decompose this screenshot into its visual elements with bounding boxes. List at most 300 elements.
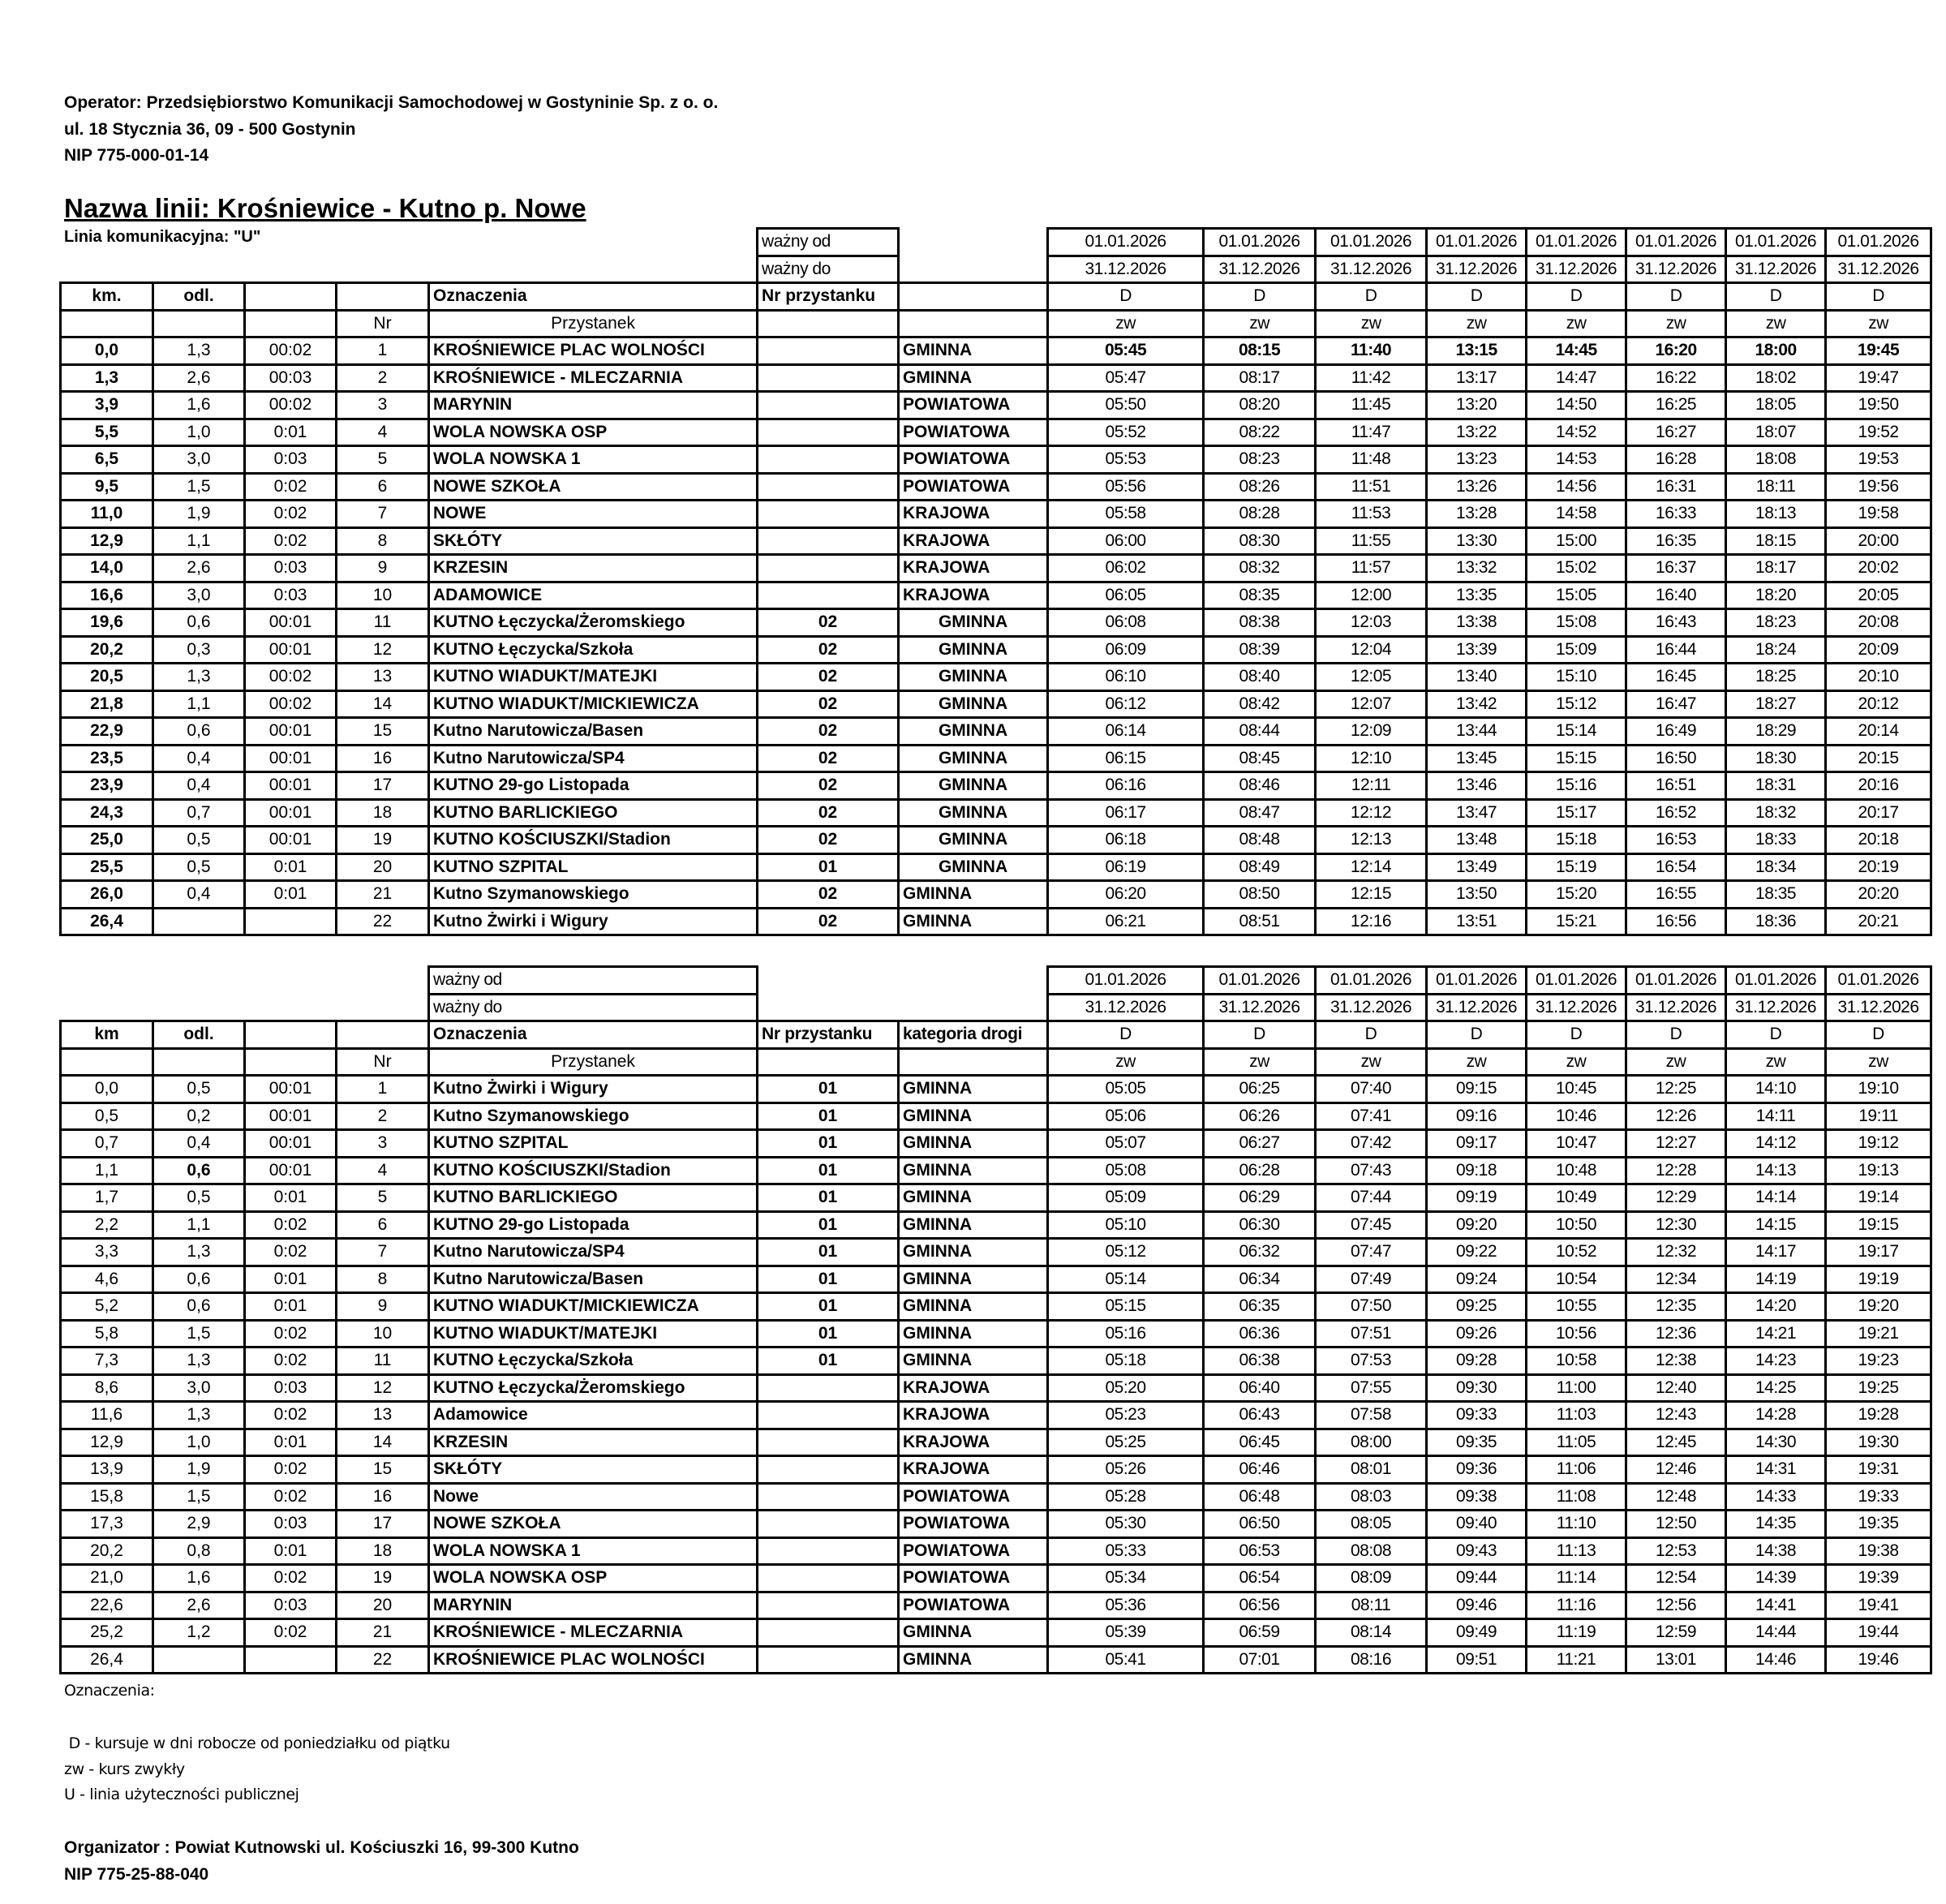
departure-time: 14:21	[1726, 1320, 1826, 1347]
stop-row	[61, 1537, 1931, 1565]
km-cell: 23,9	[61, 772, 153, 800]
departure-time: 19:53	[1826, 446, 1931, 474]
departure-time: 12:03	[1316, 609, 1427, 637]
departure-time: 18:34	[1726, 853, 1826, 881]
departure-time: 18:02	[1726, 364, 1826, 392]
departure-time: 20:02	[1826, 555, 1931, 582]
distance-cell: 0,6	[153, 718, 245, 746]
departure-time: 12:13	[1316, 827, 1427, 854]
departure-time: 18:29	[1726, 718, 1826, 746]
distance-cell: 0,3	[153, 636, 245, 664]
stop-name-cell: KUTNO SZPITAL	[429, 853, 758, 881]
km-cell: 26,0	[61, 881, 153, 909]
departure-time: 19:52	[1826, 419, 1931, 446]
stop-name-cell: KUTNO BARLICKIEGO	[429, 1184, 758, 1212]
travel-time-cell: 00:01	[245, 745, 337, 772]
organizer-name: Organizator : Powiat Kutnowski ul. Kościuszki 16, 99-300 Kutno	[64, 1838, 579, 1857]
travel-time-cell: 00:01	[245, 1102, 337, 1130]
departure-time: 16:51	[1626, 772, 1726, 800]
km-cell: 15,8	[61, 1483, 153, 1511]
road-category-cell: POWIATOWA	[899, 419, 1048, 446]
departure-time: 20:15	[1826, 745, 1931, 772]
km-cell: 12,9	[61, 1429, 153, 1456]
road-category-cell: KRAJOWA	[899, 527, 1048, 555]
departure-time: 14:14	[1726, 1184, 1826, 1212]
stop-nr-cell: 22	[337, 908, 429, 935]
valid-from-date: 01.01.2026	[1316, 967, 1427, 995]
departure-time: 14:31	[1726, 1456, 1826, 1484]
departure-time: 13:45	[1427, 745, 1527, 772]
stop-nr-cell: 3	[337, 392, 429, 419]
km-cell: 7,3	[61, 1347, 153, 1375]
road-category-cell: GMINNA	[899, 827, 1048, 854]
departure-time: 05:47	[1048, 364, 1204, 392]
departure-time: 13:22	[1427, 419, 1527, 446]
stop-nr-cell: 6	[337, 473, 429, 501]
stop-number-cell: 01	[758, 1184, 899, 1212]
departure-time: 11:55	[1316, 527, 1427, 555]
km-cell: 0,0	[61, 1076, 153, 1103]
valid-to-date: 31.12.2026	[1204, 994, 1316, 1021]
travel-time-cell: 0:02	[245, 1211, 337, 1239]
departure-time: 10:52	[1527, 1239, 1626, 1266]
departure-time: 11:40	[1316, 337, 1427, 365]
stop-row	[61, 1429, 1931, 1456]
km-cell: 11,0	[61, 501, 153, 528]
departure-time: 08:20	[1204, 392, 1316, 419]
departure-time: 08:05	[1316, 1511, 1427, 1538]
departure-time: 12:48	[1626, 1483, 1726, 1511]
operator-name: Operator: Przedsiębiorstwo Komunikacji Samochodowej w Gostyninie Sp. z o. o.	[64, 93, 719, 112]
departure-time: 09:25	[1427, 1293, 1527, 1321]
departure-time: 09:36	[1427, 1456, 1527, 1484]
stop-name-cell: MARYNIN	[429, 392, 758, 419]
departure-time: 08:46	[1204, 772, 1316, 800]
departure-time: 14:17	[1726, 1239, 1826, 1266]
stop-name-cell: Kutno Narutowicza/Basen	[429, 718, 758, 746]
departure-time: 12:35	[1626, 1293, 1726, 1321]
road-category-cell: GMINNA	[899, 364, 1048, 392]
departure-time: 10:45	[1527, 1076, 1626, 1103]
stop-row	[61, 636, 1931, 664]
stop-number-cell	[758, 1483, 899, 1511]
stop-name-cell: ADAMOWICE	[429, 582, 758, 609]
distance-header: odl.	[153, 283, 245, 311]
departure-time: 09:40	[1427, 1511, 1527, 1538]
travel-time-cell: 0:03	[245, 1592, 337, 1619]
departure-time: 09:30	[1427, 1374, 1527, 1402]
stop-nr-cell: 1	[337, 337, 429, 365]
stop-name-cell: Kutno Szymanowskiego	[429, 1102, 758, 1130]
departure-time: 14:38	[1726, 1537, 1826, 1565]
stop-number-cell	[758, 582, 899, 609]
departure-time: 13:38	[1427, 609, 1527, 637]
travel-time-cell: 00:01	[245, 827, 337, 854]
departure-time: 08:23	[1204, 446, 1316, 474]
stop-name-cell: KROŚNIEWICE PLAC WOLNOŚCI	[429, 337, 758, 365]
stop-name-cell: KUTNO Łęczycka/Szkoła	[429, 636, 758, 664]
departure-time: 05:45	[1048, 337, 1204, 365]
departure-time: 20:09	[1826, 636, 1931, 664]
departure-time: 15:10	[1527, 664, 1626, 691]
legend-title: Oznaczenia:	[64, 1682, 155, 1700]
departure-time: 13:44	[1427, 718, 1527, 746]
stop-nr-cell: 4	[337, 419, 429, 446]
distance-cell: 1,5	[153, 1320, 245, 1347]
departure-time: 07:53	[1316, 1347, 1427, 1375]
distance-cell: 0,4	[153, 1130, 245, 1158]
km-cell: 0,7	[61, 1130, 153, 1158]
departure-time: 10:56	[1527, 1320, 1626, 1347]
departure-time: 13:42	[1427, 690, 1527, 718]
departure-time: 15:16	[1527, 772, 1626, 800]
departure-time: 08:14	[1316, 1619, 1427, 1647]
departure-time: 05:05	[1048, 1076, 1204, 1103]
departure-time: 14:50	[1527, 392, 1626, 419]
km-cell: 25,5	[61, 853, 153, 881]
departure-time: 10:55	[1527, 1293, 1626, 1321]
road-category-cell: GMINNA	[899, 1211, 1048, 1239]
departure-time: 12:27	[1626, 1130, 1726, 1158]
departure-time: 18:31	[1726, 772, 1826, 800]
valid-from-date: 01.01.2026	[1726, 967, 1826, 995]
departure-time: 15:15	[1527, 745, 1626, 772]
departure-time: 14:12	[1726, 1130, 1826, 1158]
stop-number-cell	[758, 1646, 899, 1674]
departure-time: 06:20	[1048, 881, 1204, 909]
departure-time: 08:03	[1316, 1483, 1427, 1511]
stop-row	[61, 799, 1931, 827]
departure-time: 09:17	[1427, 1130, 1527, 1158]
departure-time: 13:30	[1427, 527, 1527, 555]
departure-time: 05:09	[1048, 1184, 1204, 1212]
km-cell: 21,0	[61, 1565, 153, 1592]
departure-time: 20:17	[1826, 799, 1931, 827]
stop-number-cell: 01	[758, 1239, 899, 1266]
departure-time: 16:45	[1626, 664, 1726, 691]
departure-time: 05:23	[1048, 1402, 1204, 1429]
departure-time: 11:03	[1527, 1402, 1626, 1429]
legend-item-zw: zw - kurs zwykły	[64, 1760, 185, 1778]
departure-time: 14:10	[1726, 1076, 1826, 1103]
course-type: zw	[1204, 310, 1316, 337]
departure-time: 14:11	[1726, 1102, 1826, 1130]
km-cell: 5,2	[61, 1293, 153, 1321]
travel-time-cell: 0:01	[245, 1429, 337, 1456]
departure-time: 14:39	[1726, 1565, 1826, 1592]
road-category-cell: GMINNA	[899, 636, 1048, 664]
departure-time: 08:32	[1204, 555, 1316, 582]
line-type: Linia komunikacyjna: "U"	[64, 228, 261, 246]
course-type: zw	[1316, 310, 1427, 337]
departure-time: 13:48	[1427, 827, 1527, 854]
departure-time: 05:41	[1048, 1646, 1204, 1674]
stop-nr-cell: 16	[337, 745, 429, 772]
stop-row	[61, 881, 1931, 909]
departure-time: 06:14	[1048, 718, 1204, 746]
stop-nr-cell: 14	[337, 690, 429, 718]
departure-time: 06:02	[1048, 555, 1204, 582]
departure-time: 15:20	[1527, 881, 1626, 909]
valid-from-date: 01.01.2026	[1626, 229, 1726, 256]
departure-time: 20:00	[1826, 527, 1931, 555]
road-category-cell: GMINNA	[899, 1293, 1048, 1321]
stop-row	[61, 1211, 1931, 1239]
stop-number-cell	[758, 337, 899, 365]
subheader-row	[61, 310, 1931, 337]
departure-time: 05:18	[1048, 1347, 1204, 1375]
departure-time: 15:09	[1527, 636, 1626, 664]
distance-cell: 1,0	[153, 1429, 245, 1456]
stop-nr-cell: 15	[337, 1456, 429, 1484]
departure-time: 11:14	[1527, 1565, 1626, 1592]
travel-time-cell: 00:01	[245, 609, 337, 637]
departure-time: 14:19	[1726, 1266, 1826, 1293]
departure-time: 06:56	[1204, 1592, 1316, 1619]
departure-time: 12:38	[1626, 1347, 1726, 1375]
stop-number-cell	[758, 1537, 899, 1565]
stop-nr-cell: 2	[337, 1102, 429, 1130]
stop-name-cell: Nowe	[429, 1483, 758, 1511]
departure-time: 06:10	[1048, 664, 1204, 691]
departure-time: 13:28	[1427, 501, 1527, 528]
km-cell: 4,6	[61, 1266, 153, 1293]
departure-time: 14:53	[1527, 446, 1626, 474]
departure-time: 05:15	[1048, 1293, 1204, 1321]
departure-time: 07:42	[1316, 1130, 1427, 1158]
departure-time: 19:28	[1826, 1402, 1931, 1429]
valid-to-date: 31.12.2026	[1626, 256, 1726, 283]
departure-time: 13:49	[1427, 853, 1527, 881]
valid-from-date: 01.01.2026	[1726, 229, 1826, 256]
stop-row	[61, 1076, 1931, 1103]
departure-time: 14:33	[1726, 1483, 1826, 1511]
travel-time-cell: 00:02	[245, 392, 337, 419]
distance-cell: 0,4	[153, 881, 245, 909]
days-code: D	[1048, 1021, 1204, 1049]
stop-number-cell: 02	[758, 636, 899, 664]
stop-nr-cell: 17	[337, 772, 429, 800]
departure-time: 06:18	[1048, 827, 1204, 854]
stop-nr-cell: 1	[337, 1076, 429, 1103]
distance-cell: 0,6	[153, 1293, 245, 1321]
departure-time: 14:56	[1527, 473, 1626, 501]
road-category-cell: GMINNA	[899, 853, 1048, 881]
departure-time: 09:16	[1427, 1102, 1527, 1130]
departure-time: 07:40	[1316, 1076, 1427, 1103]
departure-time: 19:12	[1826, 1130, 1931, 1158]
travel-time-cell: 00:01	[245, 636, 337, 664]
departure-time: 06:27	[1204, 1130, 1316, 1158]
stop-nr-cell: 2	[337, 364, 429, 392]
departure-time: 12:10	[1316, 745, 1427, 772]
departure-time: 13:46	[1427, 772, 1527, 800]
departure-time: 08:15	[1204, 337, 1316, 365]
valid-to-date: 31.12.2026	[1826, 994, 1931, 1021]
departure-time: 19:41	[1826, 1592, 1931, 1619]
distance-cell: 1,5	[153, 473, 245, 501]
departure-time: 12:43	[1626, 1402, 1726, 1429]
departure-time: 06:12	[1048, 690, 1204, 718]
departure-time: 12:54	[1626, 1565, 1726, 1592]
departure-time: 15:00	[1527, 527, 1626, 555]
departure-time: 11:42	[1316, 364, 1427, 392]
departure-time: 12:40	[1626, 1374, 1726, 1402]
valid-to-date: 31.12.2026	[1048, 256, 1204, 283]
distance-cell: 1,3	[153, 1239, 245, 1266]
distance-cell: 0,4	[153, 745, 245, 772]
stop-nr-cell: 6	[337, 1211, 429, 1239]
departure-time: 11:13	[1527, 1537, 1626, 1565]
stop-row	[61, 745, 1931, 772]
road-category-cell: GMINNA	[899, 908, 1048, 935]
departure-time: 12:30	[1626, 1211, 1726, 1239]
departure-time: 09:26	[1427, 1320, 1527, 1347]
departure-time: 05:52	[1048, 419, 1204, 446]
departure-time: 19:31	[1826, 1456, 1931, 1484]
stop-name-cell: KROŚNIEWICE - MLECZARNIA	[429, 1619, 758, 1647]
departure-time: 12:09	[1316, 718, 1427, 746]
departure-time: 10:54	[1527, 1266, 1626, 1293]
stop-number-cell	[758, 1402, 899, 1429]
stop-name-cell: KUTNO 29-go Listopada	[429, 772, 758, 800]
stop-number-cell: 02	[758, 908, 899, 935]
stop-row	[61, 582, 1931, 609]
stop-number-cell	[758, 1592, 899, 1619]
departure-time: 16:37	[1626, 555, 1726, 582]
valid-from-date: 01.01.2026	[1316, 229, 1427, 256]
distance-cell: 1,1	[153, 1211, 245, 1239]
travel-time-cell: 0:01	[245, 1266, 337, 1293]
departure-time: 12:53	[1626, 1537, 1726, 1565]
course-type: zw	[1204, 1048, 1316, 1076]
travel-time-cell: 00:01	[245, 718, 337, 746]
departure-time: 12:25	[1626, 1076, 1726, 1103]
departure-time: 07:50	[1316, 1293, 1427, 1321]
distance-cell: 0,8	[153, 1537, 245, 1565]
course-type: zw	[1726, 1048, 1826, 1076]
distance-cell: 2,6	[153, 555, 245, 582]
distance-cell: 2,6	[153, 364, 245, 392]
departure-time: 18:07	[1726, 419, 1826, 446]
departure-time: 13:17	[1427, 364, 1527, 392]
road-category-cell: POWIATOWA	[899, 473, 1048, 501]
departure-time: 19:11	[1826, 1102, 1931, 1130]
departure-time: 14:52	[1527, 419, 1626, 446]
stop-number-cell: 02	[758, 745, 899, 772]
departure-time: 11:05	[1527, 1429, 1626, 1456]
stop-name-cell: KUTNO 29-go Listopada	[429, 1211, 758, 1239]
departure-time: 08:22	[1204, 419, 1316, 446]
stop-row	[61, 1320, 1931, 1347]
distance-cell: 0,4	[153, 772, 245, 800]
departure-time: 19:56	[1826, 473, 1931, 501]
departure-time: 06:32	[1204, 1239, 1316, 1266]
stop-row	[61, 609, 1931, 637]
valid-to-date: 31.12.2026	[1726, 256, 1826, 283]
travel-time-cell: 00:02	[245, 690, 337, 718]
departure-time: 16:35	[1626, 527, 1726, 555]
road-category-cell: GMINNA	[899, 690, 1048, 718]
operator-address: ul. 18 Stycznia 36, 09 - 500 Gostynin	[64, 120, 356, 139]
travel-time-cell: 0:02	[245, 1456, 337, 1484]
km-cell: 25,2	[61, 1619, 153, 1647]
km-cell: 2,2	[61, 1211, 153, 1239]
stop-nr-cell: 20	[337, 1592, 429, 1619]
valid-from-date: 01.01.2026	[1527, 967, 1626, 995]
days-code: D	[1527, 1021, 1626, 1049]
departure-time: 08:49	[1204, 853, 1316, 881]
departure-time: 19:10	[1826, 1076, 1931, 1103]
stop-row	[61, 1239, 1931, 1266]
departure-time: 11:51	[1316, 473, 1427, 501]
km-cell: 1,3	[61, 364, 153, 392]
departure-time: 05:25	[1048, 1429, 1204, 1456]
departure-time: 15:17	[1527, 799, 1626, 827]
departure-time: 12:11	[1316, 772, 1427, 800]
departure-time: 16:25	[1626, 392, 1726, 419]
travel-time-cell: 0:02	[245, 473, 337, 501]
road-category-cell: POWIATOWA	[899, 1483, 1048, 1511]
course-type: zw	[1826, 310, 1931, 337]
departure-time: 13:51	[1427, 908, 1527, 935]
stop-number-cell: 02	[758, 664, 899, 691]
km-cell: 20,2	[61, 636, 153, 664]
valid-to-row	[61, 994, 1931, 1021]
departure-time: 18:24	[1726, 636, 1826, 664]
stop-number-cell	[758, 473, 899, 501]
road-category-cell: GMINNA	[899, 881, 1048, 909]
stop-row	[61, 364, 1931, 392]
departure-time: 13:40	[1427, 664, 1527, 691]
stop-row	[61, 908, 1931, 935]
stop-nr-cell: 18	[337, 1537, 429, 1565]
departure-time: 05:10	[1048, 1211, 1204, 1239]
days-code: D	[1726, 1021, 1826, 1049]
departure-time: 06:16	[1048, 772, 1204, 800]
road-category-cell: GMINNA	[899, 1266, 1048, 1293]
stop-number-cell: 01	[758, 1293, 899, 1321]
departure-time: 16:31	[1626, 473, 1726, 501]
departure-time: 05:07	[1048, 1130, 1204, 1158]
days-code: D	[1048, 283, 1204, 311]
departure-time: 08:51	[1204, 908, 1316, 935]
departure-time: 16:53	[1626, 827, 1726, 854]
km-cell: 17,3	[61, 1511, 153, 1538]
stop-number-cell	[758, 419, 899, 446]
km-cell: 8,6	[61, 1374, 153, 1402]
departure-time: 19:13	[1826, 1157, 1931, 1184]
days-code: D	[1427, 283, 1527, 311]
departure-time: 18:15	[1726, 527, 1826, 555]
departure-time: 19:58	[1826, 501, 1931, 528]
stop-nr-cell: 7	[337, 1239, 429, 1266]
travel-time-cell: 00:01	[245, 1076, 337, 1103]
departure-time: 08:35	[1204, 582, 1316, 609]
stop-nr-cell: 5	[337, 446, 429, 474]
departure-time: 18:36	[1726, 908, 1826, 935]
departure-time: 07:01	[1204, 1646, 1316, 1674]
stop-number-cell: 01	[758, 1076, 899, 1103]
departure-time: 05:39	[1048, 1619, 1204, 1647]
departure-time: 18:11	[1726, 473, 1826, 501]
course-type: zw	[1427, 310, 1527, 337]
departure-time: 19:14	[1826, 1184, 1931, 1212]
distance-cell: 0,6	[153, 1157, 245, 1184]
departure-time: 05:30	[1048, 1511, 1204, 1538]
departure-time: 06:05	[1048, 582, 1204, 609]
road-category-cell: GMINNA	[899, 1320, 1048, 1347]
